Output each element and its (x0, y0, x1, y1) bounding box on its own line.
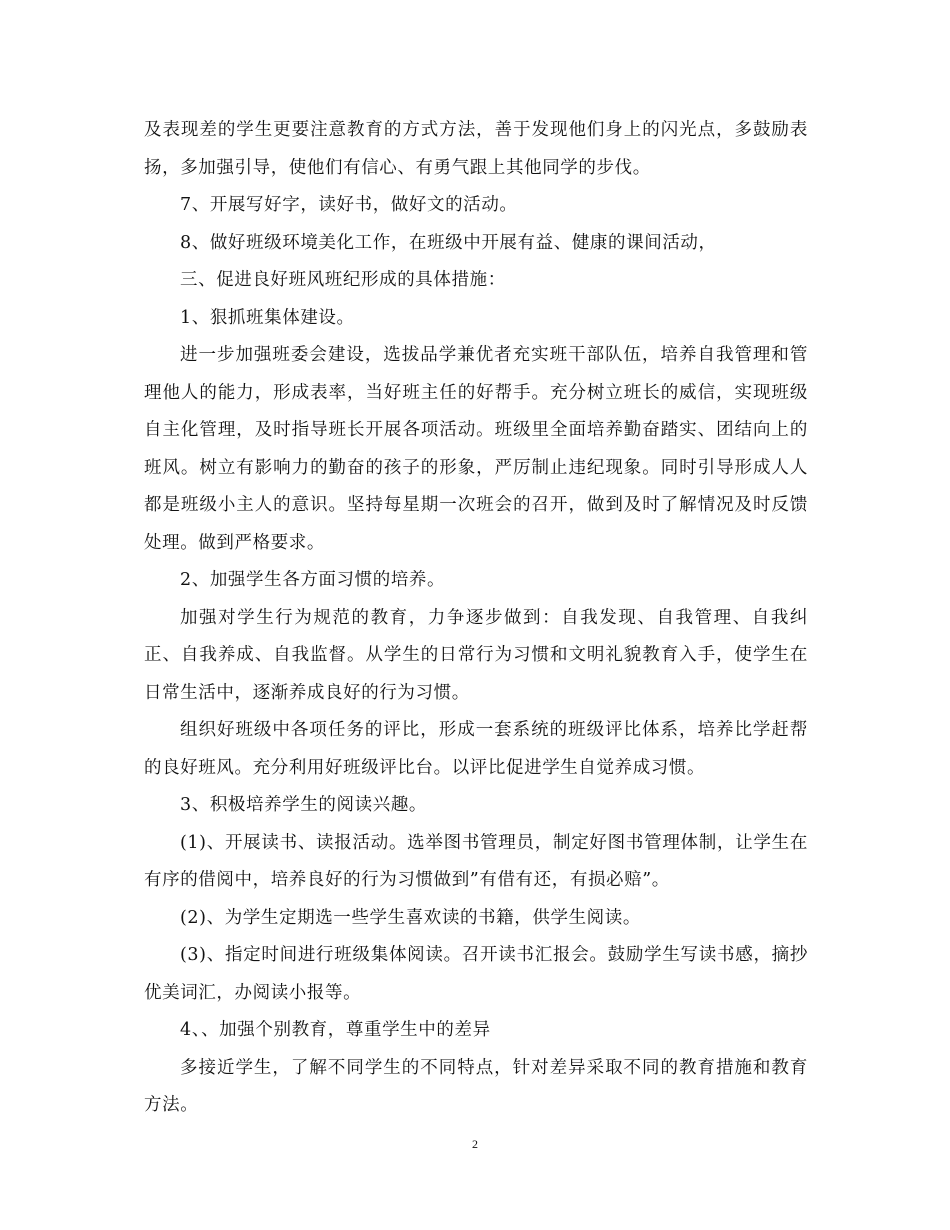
list-item-sub-2: (2)、为学生定期选一些学生喜欢读的书籍，供学生阅读。 (180, 907, 641, 928)
list-item-sub-1: (1)、开展读书、读报活动。选举图书管理员，制定好图书管理体制，让学生在有序的借阅中，培养良好的行为习惯做到”有借有还，有损必赔”。 (144, 832, 808, 890)
subheading-2: 2、加强学生各方面习惯的培养。 (180, 570, 446, 590)
document-body (144, 112, 808, 1125)
subheading-3: 3、积极培养学生的阅读兴趣。 (180, 795, 428, 815)
list-item-sub-3: (3)、指定时间进行班级集体阅读。召开读书汇报会。鼓励学生写读书感，摘抄优美词汇，办阅读小报等。 (144, 945, 808, 1003)
paragraph: 加强对学生行为规范的教育，力争逐步做到：自我发现、自我管理、自我纠正、自我养成、自我监督。从学生的日常行为习惯和文明礼貌教育入手，使学生在日常生活中，逐渐养成良好的行为习惯。 (144, 607, 808, 703)
list-item-7: 7、开展写好字，读好书，做好文的活动。 (180, 195, 518, 215)
page-number: 2 (472, 1137, 478, 1151)
paragraph-continuation: 及表现差的学生更要注意教育的方式方法，善于发现他们身上的闪光点，多鼓励表扬，多加强引导，使他们有信心、有勇气跟上其他同学的步伐。 (144, 120, 808, 178)
subheading-1: 1、狠抓班集体建设。 (180, 307, 355, 328)
list-item-8: 8、做好班级环境美化工作，在班级中开展有益、健康的课间活动， (180, 232, 717, 253)
paragraph: 组织好班级中各项任务的评比，形成一套系统的班级评比体系，培养比学赶帮的良好班风。充分利用好班级评比台。以评比促进学生自觉养成习惯。 (144, 720, 808, 778)
subheading-4: 4、、加强个别教育，尊重学生中的差异 (180, 1020, 491, 1040)
paragraph: 进一步加强班委会建设，选拔品学兼优者充实班干部队伍，培养自我管理和管理他人的能力，形成表率，当好班主任的好帮手。充分树立班长的威信，实现班级自主化管理，及时指导班长开展各项活动。班级里全面培养勤奋踏实、团结向上的班风。树立有影响力的勤奋的孩子的形象，严厉制止违纪现象。同时引导形成人人都是班级小主人的意识。坚持每星期一次班会的召开，做到及时了解情况及时反馈处理。做到严格要求。 (144, 345, 808, 553)
paragraph: 多接近学生，了解不同学生的不同特点，针对差异采取不同的教育措施和教育方法。 (144, 1057, 808, 1115)
section-heading-3: 三、促进良好班风班纪形成的具体措施： (180, 270, 506, 290)
